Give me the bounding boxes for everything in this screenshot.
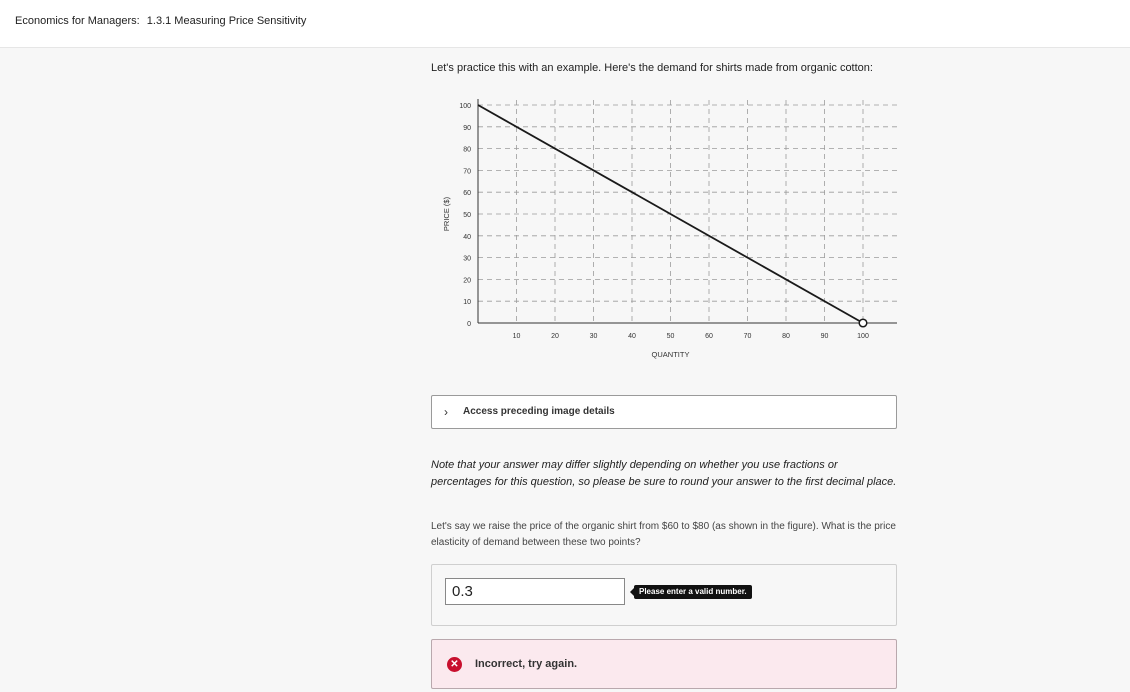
x-tick-label: 100 [857,333,869,340]
question-text: Let's say we raise the price of the organic shirt from $60 to $80 (as shown in the figure). What is the price elasticity of demand between these two points? [431,521,896,548]
section-title: 1.3.1 Measuring Price Sensitivity [146,15,307,27]
y-tick-label: 40 [463,233,471,241]
y-tick-label: 70 [463,168,471,176]
validation-tooltip: Please enter a valid number. [634,585,752,599]
y-tick-label: 20 [463,277,471,285]
intro-text: Let's practice this with an example. Here's the demand for shirts made from organic cotton: [431,62,873,74]
x-tick-label: 10 [512,333,521,340]
x-tick-label: 20 [551,333,559,340]
error-icon: ✕ [447,657,462,672]
course-title[interactable]: Economics for Managers: [15,15,140,27]
x-tick-label: 30 [589,333,598,340]
demand-chart [430,90,900,370]
image-details-toggle[interactable] [431,395,897,429]
y-tick-label: 50 [463,212,471,219]
breadcrumb [15,15,310,27]
x-tick-label: 90 [820,333,829,340]
y-axis-label: PRICE ($) [442,196,451,232]
y-tick-label: 80 [463,146,471,154]
y-tick-label: 0 [467,321,471,328]
rounding-note: Note that your answer may differ slightly depending on whether you use fractions or percentages for this question, so please be sure to round your answer to the first decimal place. [431,459,897,488]
x-tick-label: 60 [705,333,713,340]
x-tick-label: 40 [628,333,636,340]
x-tick-label: 70 [743,333,752,340]
y-tick-label: 30 [463,255,471,263]
x-axis-label: QUANTITY [651,350,690,359]
y-tick-label: 60 [463,190,471,198]
y-tick-label: 90 [463,124,471,132]
image-details-label: Access preceding image details [463,406,615,417]
point-marker [859,319,867,327]
x-tick-label: 80 [782,333,790,340]
answer-input[interactable] [445,578,625,605]
answer-box [431,564,897,626]
top-bar [0,0,1130,48]
y-tick-label: 100 [459,103,471,110]
y-tick-label: 10 [463,299,471,307]
feedback-message: Incorrect, try again. [475,658,578,670]
feedback-panel [431,639,897,689]
x-tick-label: 50 [666,333,675,340]
chevron-right-icon: › [444,405,448,419]
